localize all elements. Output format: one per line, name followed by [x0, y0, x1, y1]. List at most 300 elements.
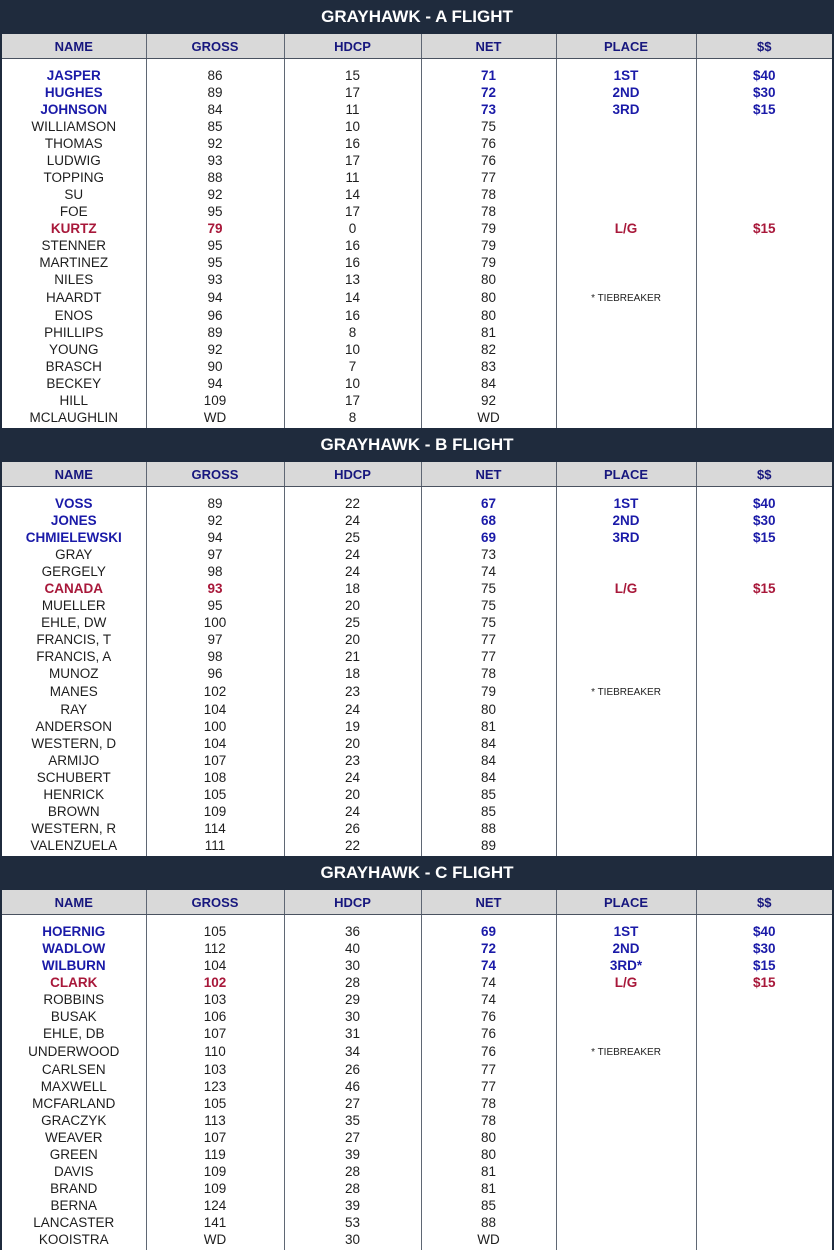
cell-name: HOERNIG — [42, 924, 106, 939]
column-header-hdcp: HDCP — [284, 890, 421, 915]
cell-gross: 96 — [146, 307, 284, 324]
tiebreaker-note: * TIEBREAKER — [591, 687, 661, 698]
table-row — [2, 837, 832, 856]
table-row — [2, 718, 832, 735]
cell-money — [696, 682, 832, 701]
cell-gross: 85 — [146, 118, 284, 135]
column-header-name: NAME — [2, 34, 146, 59]
results-table — [2, 34, 832, 428]
cell-place — [556, 392, 696, 409]
cell-net: 77 — [421, 648, 556, 665]
cell-net: 77 — [421, 169, 556, 186]
cell-gross: 89 — [146, 84, 284, 101]
table-row — [2, 409, 832, 428]
cell-gross: 84 — [146, 101, 284, 118]
cell-net: 89 — [421, 837, 556, 856]
cell-net: 84 — [421, 735, 556, 752]
cell-name: GERGELY — [41, 564, 106, 579]
cell-name: WEAVER — [44, 1130, 103, 1145]
table-row — [2, 118, 832, 135]
table-row — [2, 1042, 832, 1061]
cell-place — [556, 375, 696, 392]
cell-gross: 109 — [146, 803, 284, 820]
cell-gross: 100 — [146, 614, 284, 631]
cell-hdcp: 22 — [284, 837, 421, 856]
column-header-place: PLACE — [556, 890, 696, 915]
cell-gross: 108 — [146, 769, 284, 786]
spacer-row — [2, 487, 832, 496]
cell-place — [556, 358, 696, 375]
cell-name: WADLOW — [42, 941, 106, 956]
cell-hdcp: 14 — [284, 288, 421, 307]
cell-place — [556, 648, 696, 665]
cell-hdcp: 7 — [284, 358, 421, 375]
cell-name: FRANCIS, A — [36, 649, 112, 664]
cell-hdcp: 25 — [284, 529, 421, 546]
cell-net: 73 — [421, 546, 556, 563]
cell-money — [696, 1214, 832, 1231]
cell-gross: 109 — [146, 1163, 284, 1180]
cell-place — [556, 254, 696, 271]
cell-net: 73 — [421, 101, 556, 118]
cell-money — [696, 769, 832, 786]
cell-net: 83 — [421, 358, 556, 375]
table-row — [2, 220, 832, 237]
cell-place — [556, 1025, 696, 1042]
cell-place — [556, 837, 696, 856]
cell-gross: 98 — [146, 563, 284, 580]
cell-hdcp: 24 — [284, 769, 421, 786]
cell-gross: 107 — [146, 1025, 284, 1042]
cell-net: 78 — [421, 1112, 556, 1129]
cell-money — [696, 307, 832, 324]
cell-net: 81 — [421, 1180, 556, 1197]
cell-place — [556, 786, 696, 803]
cell-gross: 92 — [146, 341, 284, 358]
flight-title: GRAYHAWK - B FLIGHT — [0, 428, 834, 462]
table-row — [2, 341, 832, 358]
cell-place — [556, 237, 696, 254]
cell-hdcp: 10 — [284, 118, 421, 135]
cell-name: WILLIAMSON — [31, 119, 117, 134]
cell-hdcp: 31 — [284, 1025, 421, 1042]
cell-name: PHILLIPS — [44, 325, 104, 340]
table-row — [2, 1163, 832, 1180]
cell-money — [696, 718, 832, 735]
cell-money — [696, 1078, 832, 1095]
cell-place — [556, 341, 696, 358]
column-header-place: PLACE — [556, 34, 696, 59]
cell-net: 80 — [421, 307, 556, 324]
cell-money — [696, 288, 832, 307]
cell-net: 67 — [421, 495, 556, 512]
table-row — [2, 769, 832, 786]
cell-place — [556, 1231, 696, 1250]
cell-money — [696, 546, 832, 563]
cell-money — [696, 1061, 832, 1078]
table-row — [2, 237, 832, 254]
table-row — [2, 991, 832, 1008]
cell-net: 76 — [421, 1008, 556, 1025]
cell-money: $40 — [696, 67, 832, 84]
cell-gross: 95 — [146, 597, 284, 614]
cell-place — [556, 203, 696, 220]
cell-name: HILL — [59, 393, 89, 408]
column-header-net: NET — [421, 890, 556, 915]
cell-net: 79 — [421, 237, 556, 254]
column-header-hdcp: HDCP — [284, 34, 421, 59]
cell-name: MANES — [49, 684, 98, 699]
column-header-money: $$ — [696, 34, 832, 59]
cell-place: 1ST — [556, 67, 696, 84]
results-table — [2, 462, 832, 856]
table-row — [2, 169, 832, 186]
cell-money: $15 — [696, 974, 832, 991]
cell-money — [696, 1095, 832, 1112]
cell-name: TOPPING — [43, 170, 104, 185]
table-row — [2, 186, 832, 203]
cell-net: 85 — [421, 803, 556, 820]
cell-net: 77 — [421, 1078, 556, 1095]
cell-hdcp: 28 — [284, 1180, 421, 1197]
cell-gross: 86 — [146, 67, 284, 84]
cell-place — [556, 546, 696, 563]
table-row — [2, 1112, 832, 1129]
cell-net: 80 — [421, 1129, 556, 1146]
cell-name: BRAND — [50, 1181, 98, 1196]
cell-gross: 105 — [146, 786, 284, 803]
column-header-net: NET — [421, 462, 556, 487]
cell-money: $15 — [696, 529, 832, 546]
cell-money — [696, 1025, 832, 1042]
cell-hdcp: 24 — [284, 512, 421, 529]
cell-gross: 114 — [146, 820, 284, 837]
cell-gross: 106 — [146, 1008, 284, 1025]
cell-place — [556, 631, 696, 648]
cell-money — [696, 665, 832, 682]
cell-name: UNDERWOOD — [28, 1044, 120, 1059]
cell-hdcp: 20 — [284, 597, 421, 614]
cell-money: $15 — [696, 101, 832, 118]
cell-name: CANADA — [44, 581, 103, 596]
table-row — [2, 392, 832, 409]
cell-name: VOSS — [54, 496, 93, 511]
cell-place — [556, 701, 696, 718]
cell-money — [696, 614, 832, 631]
cell-money — [696, 1146, 832, 1163]
cell-net: 82 — [421, 341, 556, 358]
cell-gross: 94 — [146, 288, 284, 307]
cell-net: 72 — [421, 940, 556, 957]
table-row — [2, 1095, 832, 1112]
cell-name: MUNOZ — [49, 666, 99, 681]
cell-name: GRAY — [55, 547, 93, 562]
cell-place — [556, 597, 696, 614]
cell-gross: 124 — [146, 1197, 284, 1214]
cell-money — [696, 1180, 832, 1197]
cell-name: ROBBINS — [43, 992, 105, 1007]
cell-net: 78 — [421, 665, 556, 682]
cell-hdcp: 24 — [284, 563, 421, 580]
cell-name: KURTZ — [50, 221, 97, 236]
cell-name: MUELLER — [41, 598, 106, 613]
cell-money — [696, 735, 832, 752]
cell-net: 88 — [421, 1214, 556, 1231]
cell-hdcp: 28 — [284, 1163, 421, 1180]
cell-name: JASPER — [46, 68, 101, 83]
cell-hdcp: 15 — [284, 67, 421, 84]
cell-hdcp: 17 — [284, 203, 421, 220]
cell-hdcp: 8 — [284, 409, 421, 428]
cell-gross: 109 — [146, 392, 284, 409]
table-row — [2, 735, 832, 752]
cell-gross: 95 — [146, 203, 284, 220]
cell-net: 76 — [421, 152, 556, 169]
table-row — [2, 529, 832, 546]
cell-hdcp: 10 — [284, 341, 421, 358]
cell-net: 77 — [421, 1061, 556, 1078]
table-row — [2, 203, 832, 220]
cell-name: BROWN — [47, 804, 100, 819]
table-row — [2, 1231, 832, 1250]
cell-money — [696, 237, 832, 254]
cell-hdcp: 17 — [284, 152, 421, 169]
cell-hdcp: 29 — [284, 991, 421, 1008]
table-row — [2, 495, 832, 512]
table-row — [2, 324, 832, 341]
cell-hdcp: 0 — [284, 220, 421, 237]
cell-net: 72 — [421, 84, 556, 101]
cell-place: 3RD — [556, 529, 696, 546]
cell-place — [556, 1095, 696, 1112]
cell-money — [696, 1008, 832, 1025]
cell-hdcp: 24 — [284, 803, 421, 820]
cell-hdcp: 10 — [284, 375, 421, 392]
table-row — [2, 665, 832, 682]
table-row — [2, 67, 832, 84]
cell-net: 80 — [421, 1146, 556, 1163]
cell-name: YOUNG — [48, 342, 99, 357]
cell-name: JOHNSON — [40, 102, 108, 117]
cell-hdcp: 25 — [284, 614, 421, 631]
cell-place — [556, 1078, 696, 1095]
cell-hdcp: 39 — [284, 1197, 421, 1214]
cell-hdcp: 17 — [284, 392, 421, 409]
flight-section — [0, 0, 834, 428]
table-row — [2, 135, 832, 152]
table-row — [2, 597, 832, 614]
cell-name: NILES — [54, 272, 94, 287]
table-row — [2, 957, 832, 974]
cell-net: 80 — [421, 271, 556, 288]
cell-hdcp: 14 — [284, 186, 421, 203]
cell-money — [696, 169, 832, 186]
cell-hdcp: 26 — [284, 820, 421, 837]
cell-place — [556, 1163, 696, 1180]
cell-name: CARLSEN — [41, 1062, 106, 1077]
column-header-net: NET — [421, 34, 556, 59]
cell-money — [696, 186, 832, 203]
cell-gross: 97 — [146, 631, 284, 648]
cell-gross: 89 — [146, 324, 284, 341]
table-row — [2, 940, 832, 957]
cell-net: 75 — [421, 614, 556, 631]
cell-net: 75 — [421, 118, 556, 135]
cell-money — [696, 597, 832, 614]
spacer-row — [2, 915, 832, 924]
cell-name: GREEN — [49, 1147, 98, 1162]
cell-place — [556, 991, 696, 1008]
cell-hdcp: 23 — [284, 752, 421, 769]
cell-gross: 96 — [146, 665, 284, 682]
cell-place — [556, 1061, 696, 1078]
table-row — [2, 614, 832, 631]
cell-place: L/G — [556, 974, 696, 991]
table-row — [2, 512, 832, 529]
cell-money — [696, 786, 832, 803]
table-row — [2, 820, 832, 837]
cell-place — [556, 563, 696, 580]
cell-place — [556, 186, 696, 203]
cell-place — [556, 682, 696, 701]
cell-name: ENOS — [54, 308, 93, 323]
cell-money: $40 — [696, 495, 832, 512]
cell-net: 84 — [421, 752, 556, 769]
cell-hdcp: 26 — [284, 1061, 421, 1078]
cell-name: WESTERN, R — [31, 821, 117, 836]
cell-name: FRANCIS, T — [36, 632, 112, 647]
results-table — [2, 890, 832, 1250]
cell-money — [696, 203, 832, 220]
cell-money — [696, 135, 832, 152]
cell-gross: 141 — [146, 1214, 284, 1231]
cell-place — [556, 1112, 696, 1129]
cell-place: 3RD — [556, 101, 696, 118]
tiebreaker-note: * TIEBREAKER — [591, 293, 661, 304]
cell-net: 85 — [421, 1197, 556, 1214]
cell-place — [556, 1008, 696, 1025]
cell-money — [696, 701, 832, 718]
cell-net: 68 — [421, 512, 556, 529]
column-header-money: $$ — [696, 890, 832, 915]
cell-name: GRACZYK — [41, 1113, 107, 1128]
cell-name: WILBURN — [41, 958, 106, 973]
cell-gross: 79 — [146, 220, 284, 237]
cell-place: 1ST — [556, 923, 696, 940]
cell-hdcp: 16 — [284, 135, 421, 152]
cell-gross: 107 — [146, 1129, 284, 1146]
cell-gross: 94 — [146, 375, 284, 392]
cell-gross: 104 — [146, 735, 284, 752]
cell-gross: 93 — [146, 152, 284, 169]
table-row — [2, 786, 832, 803]
cell-gross: 119 — [146, 1146, 284, 1163]
flight-title: GRAYHAWK - C FLIGHT — [0, 856, 834, 890]
cell-net: 79 — [421, 254, 556, 271]
cell-name: KOOISTRA — [38, 1232, 109, 1247]
cell-place — [556, 1197, 696, 1214]
cell-money — [696, 991, 832, 1008]
cell-money — [696, 392, 832, 409]
table-row — [2, 923, 832, 940]
table-row — [2, 1061, 832, 1078]
cell-gross: 97 — [146, 546, 284, 563]
cell-gross: 95 — [146, 237, 284, 254]
cell-gross: 92 — [146, 135, 284, 152]
cell-hdcp: 30 — [284, 1231, 421, 1250]
cell-gross: 102 — [146, 682, 284, 701]
cell-place — [556, 271, 696, 288]
cell-gross: 92 — [146, 512, 284, 529]
cell-money — [696, 803, 832, 820]
cell-hdcp: 28 — [284, 974, 421, 991]
header-row — [2, 890, 832, 915]
cell-name: MCLAUGHLIN — [29, 410, 118, 425]
cell-place — [556, 665, 696, 682]
cell-name: MARTINEZ — [39, 255, 109, 270]
cell-hdcp: 22 — [284, 495, 421, 512]
cell-place — [556, 1042, 696, 1061]
cell-hdcp: 18 — [284, 580, 421, 597]
cell-money — [696, 358, 832, 375]
cell-net: WD — [421, 409, 556, 428]
cell-hdcp: 40 — [284, 940, 421, 957]
table-row — [2, 101, 832, 118]
cell-hdcp: 27 — [284, 1129, 421, 1146]
cell-place — [556, 735, 696, 752]
table-row — [2, 84, 832, 101]
cell-net: 78 — [421, 1095, 556, 1112]
cell-name: JONES — [50, 513, 97, 528]
cell-hdcp: 46 — [284, 1078, 421, 1095]
cell-place — [556, 135, 696, 152]
cell-money — [696, 409, 832, 428]
cell-place — [556, 820, 696, 837]
table-row — [2, 1078, 832, 1095]
cell-money: $30 — [696, 84, 832, 101]
cell-net: 76 — [421, 1042, 556, 1061]
cell-net: 77 — [421, 631, 556, 648]
cell-net: 74 — [421, 957, 556, 974]
cell-net: 71 — [421, 67, 556, 84]
cell-money — [696, 1197, 832, 1214]
cell-hdcp: 53 — [284, 1214, 421, 1231]
cell-name: HUGHES — [44, 85, 103, 100]
cell-hdcp: 30 — [284, 1008, 421, 1025]
table-row — [2, 974, 832, 991]
cell-place: 1ST — [556, 495, 696, 512]
cell-hdcp: 27 — [284, 1095, 421, 1112]
table-row — [2, 288, 832, 307]
cell-net: 74 — [421, 974, 556, 991]
cell-gross: 92 — [146, 186, 284, 203]
cell-money — [696, 254, 832, 271]
cell-hdcp: 16 — [284, 307, 421, 324]
cell-hdcp: 20 — [284, 786, 421, 803]
cell-place — [556, 1180, 696, 1197]
cell-place — [556, 1214, 696, 1231]
cell-money — [696, 1042, 832, 1061]
cell-money — [696, 118, 832, 135]
column-header-hdcp: HDCP — [284, 462, 421, 487]
table-row — [2, 648, 832, 665]
cell-place — [556, 118, 696, 135]
cell-net: 80 — [421, 288, 556, 307]
cell-net: 84 — [421, 769, 556, 786]
cell-net: 88 — [421, 820, 556, 837]
table-row — [2, 1197, 832, 1214]
cell-net: 80 — [421, 701, 556, 718]
